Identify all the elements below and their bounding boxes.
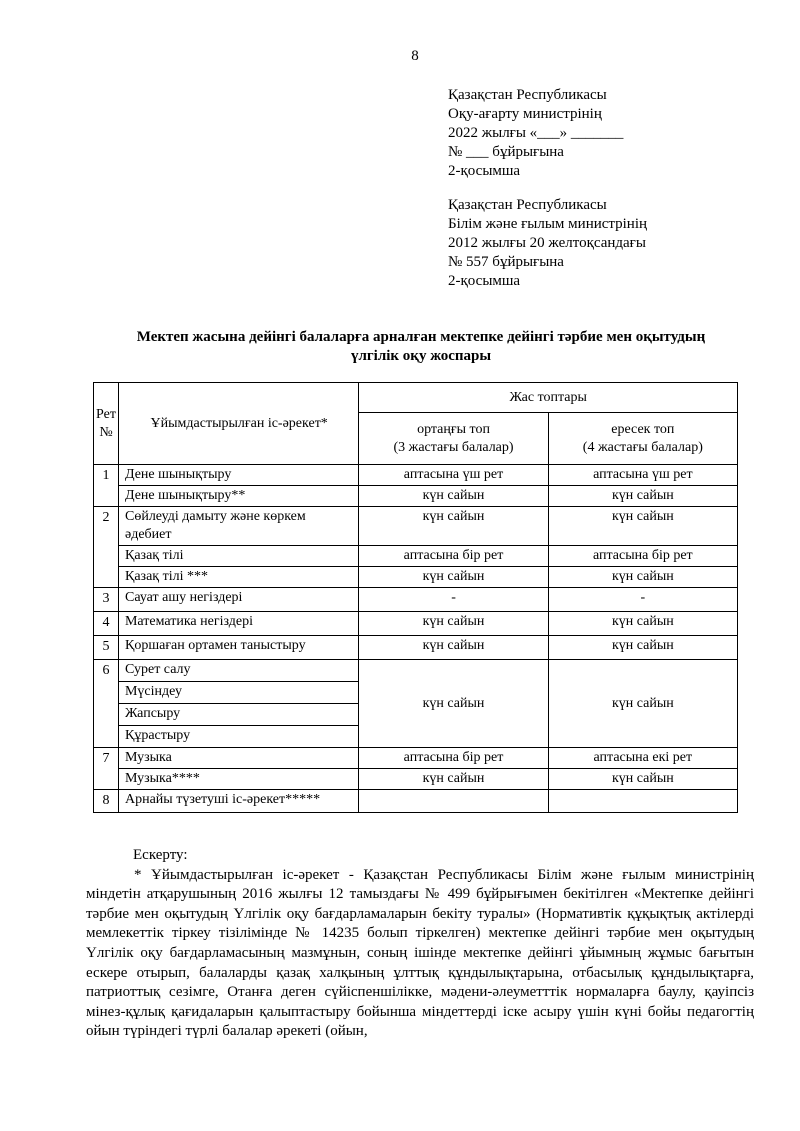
table-row	[94, 769, 738, 790]
row-number: 7	[94, 748, 119, 790]
activity-cell: Дене шынықтыру	[118, 465, 358, 486]
header-line: (4 жастағы балалар)	[582, 439, 703, 455]
row-number: 1	[94, 465, 119, 507]
row-number: 2	[94, 507, 119, 588]
senior-group-cell: аптасына үш рет	[548, 465, 737, 486]
stamp-line: 2012 жылғы 20 желтоқсандағы	[448, 235, 646, 251]
activity-cell: Қазақ тілі ***	[118, 567, 358, 588]
header-middle-group	[359, 413, 548, 465]
table-row	[94, 660, 738, 682]
header-senior-group	[548, 413, 737, 465]
activity-cell: Музыка	[118, 748, 358, 769]
curriculum-table	[93, 382, 738, 813]
activity-cell: Дене шынықтыру**	[118, 486, 358, 507]
table-row	[94, 636, 738, 660]
middle-group-cell: күн сайын	[359, 612, 548, 636]
stamp-line: Қазақстан Республикасы	[448, 87, 607, 103]
header-number-line: №	[99, 424, 113, 440]
middle-group-cell: күн сайын	[359, 660, 548, 748]
middle-group-cell: күн сайын	[359, 567, 548, 588]
header-number-line: Рет	[96, 406, 116, 422]
stamp-line: Оқу-ағарту министрінің	[448, 106, 602, 122]
activity-cell: Құрастыру	[118, 726, 358, 748]
middle-group-cell: аптасына бір рет	[359, 546, 548, 567]
table-row	[94, 546, 738, 567]
activity-cell: Қазақ тілі	[118, 546, 358, 567]
activity-cell: Сөйлеуді дамыту және көркем әдебиет	[118, 507, 358, 546]
senior-group-cell	[548, 790, 737, 813]
activity-cell: Қоршаған ортамен таныстыру	[118, 636, 358, 660]
table-row	[94, 790, 738, 813]
activity-cell: Мүсіндеу	[118, 682, 358, 704]
senior-group-cell: күн сайын	[548, 507, 737, 546]
stamp-line: Қазақстан Республикасы	[448, 197, 607, 213]
table-row	[94, 612, 738, 636]
approval-stamp-old	[448, 196, 647, 291]
middle-group-cell	[359, 790, 548, 813]
note-label: Ескерту:	[133, 847, 188, 863]
table-row	[94, 465, 738, 486]
row-number: 4	[94, 612, 119, 636]
header-number	[94, 383, 119, 465]
senior-group-cell: аптасына бір рет	[548, 546, 737, 567]
activity-cell: Жапсыру	[118, 704, 358, 726]
middle-group-cell: күн сайын	[359, 507, 548, 546]
row-number: 8	[94, 790, 119, 813]
middle-group-cell: күн сайын	[359, 769, 548, 790]
footnotes	[86, 846, 754, 1042]
activity-cell: Математика негіздері	[118, 612, 358, 636]
row-number: 6	[94, 660, 119, 748]
middle-group-cell: күн сайын	[359, 636, 548, 660]
row-number: 5	[94, 636, 119, 660]
title-line: Мектеп жасына дейінгі балаларға арналған мектепке дейінгі тәрбие мен оқытудың	[136, 329, 706, 345]
senior-group-cell: -	[548, 588, 737, 612]
table-row	[94, 507, 738, 546]
middle-group-cell: -	[359, 588, 548, 612]
header-activity: Ұйымдастырылған іс-әрекет*	[118, 383, 358, 465]
header-line: ортаңғы топ	[417, 421, 490, 437]
middle-group-cell: күн сайын	[359, 486, 548, 507]
title-line: үлгілік оқу жоспары	[350, 348, 492, 364]
table-row	[94, 486, 738, 507]
stamp-line: № 557 бұйрығына	[448, 254, 564, 270]
senior-group-cell: күн сайын	[548, 612, 737, 636]
senior-group-cell: күн сайын	[548, 567, 737, 588]
activity-cell: Сауат ашу негіздері	[118, 588, 358, 612]
middle-group-cell: аптасына үш рет	[359, 465, 548, 486]
page-number: 8	[411, 48, 419, 64]
table-row	[94, 588, 738, 612]
senior-group-cell: күн сайын	[548, 769, 737, 790]
senior-group-cell: күн сайын	[548, 486, 737, 507]
header-line: ересек топ	[611, 421, 675, 437]
stamp-line: 2022 жылғы «___» _______	[448, 125, 624, 141]
senior-group-cell: күн сайын	[548, 636, 737, 660]
activity-cell: Арнайы түзетуші іс-әрекет*****	[118, 790, 358, 813]
header-age-groups: Жас топтары	[359, 383, 738, 413]
senior-group-cell: күн сайын	[548, 660, 737, 748]
stamp-line: № ___ бұйрығына	[448, 144, 564, 160]
middle-group-cell: аптасына бір рет	[359, 748, 548, 769]
stamp-line: Білім және ғылым министрінің	[448, 216, 648, 232]
activity-cell: Музыка****	[118, 769, 358, 790]
table-row	[94, 567, 738, 588]
table-row	[94, 748, 738, 769]
stamp-line: 2-қосымша	[448, 273, 521, 289]
row-number: 3	[94, 588, 119, 612]
activity-cell: Сурет салу	[118, 660, 358, 682]
note-text: * Ұйымдастырылған іс-әрекет - Қазақстан Республикасы Білім және ғылым министрінің міндетін атқарушының 2016 жылғы 12 тамыздағы № 499 бұйрығымен бекітілген «Мектепке дейінгі тәрбие мен оқытудың Үлгілік оқу бағдарламаларын бекіту туралы» (Нормативтік құқықтық актілерді мемлекеттік тіркеу тізілімінде № 14235 болып тіркелген) мектепке дейінгі тәрбие мен оқытудың Үлгілік оқу бағдарламасының мазмұнын, соның ішінде мектепке дейінгі ұйымның жұмыс бағытын ескере отырып, балаларды қазақ халқының ұлттық құндылықтарына, отбасылық құндылықтарға, патриоттық сезімге, Отанға деген сүйіспеншілікке, мәдени-әлеуметттік нормаларға баулу, қауіпсіз мінез-құлық қағидаларын қалыптастыру бойынша міндеттерді іске асыру үшін күні бойы педагогтің ойын түріндегі түрлі балалар әрекеті (ойын,	[86, 866, 754, 1040]
stamp-line: 2-қосымша	[448, 163, 521, 179]
header-line: (3 жастағы балалар)	[393, 439, 514, 455]
approval-stamp-new	[448, 86, 623, 181]
senior-group-cell: аптасына екі рет	[548, 748, 737, 769]
document-title	[96, 328, 746, 366]
